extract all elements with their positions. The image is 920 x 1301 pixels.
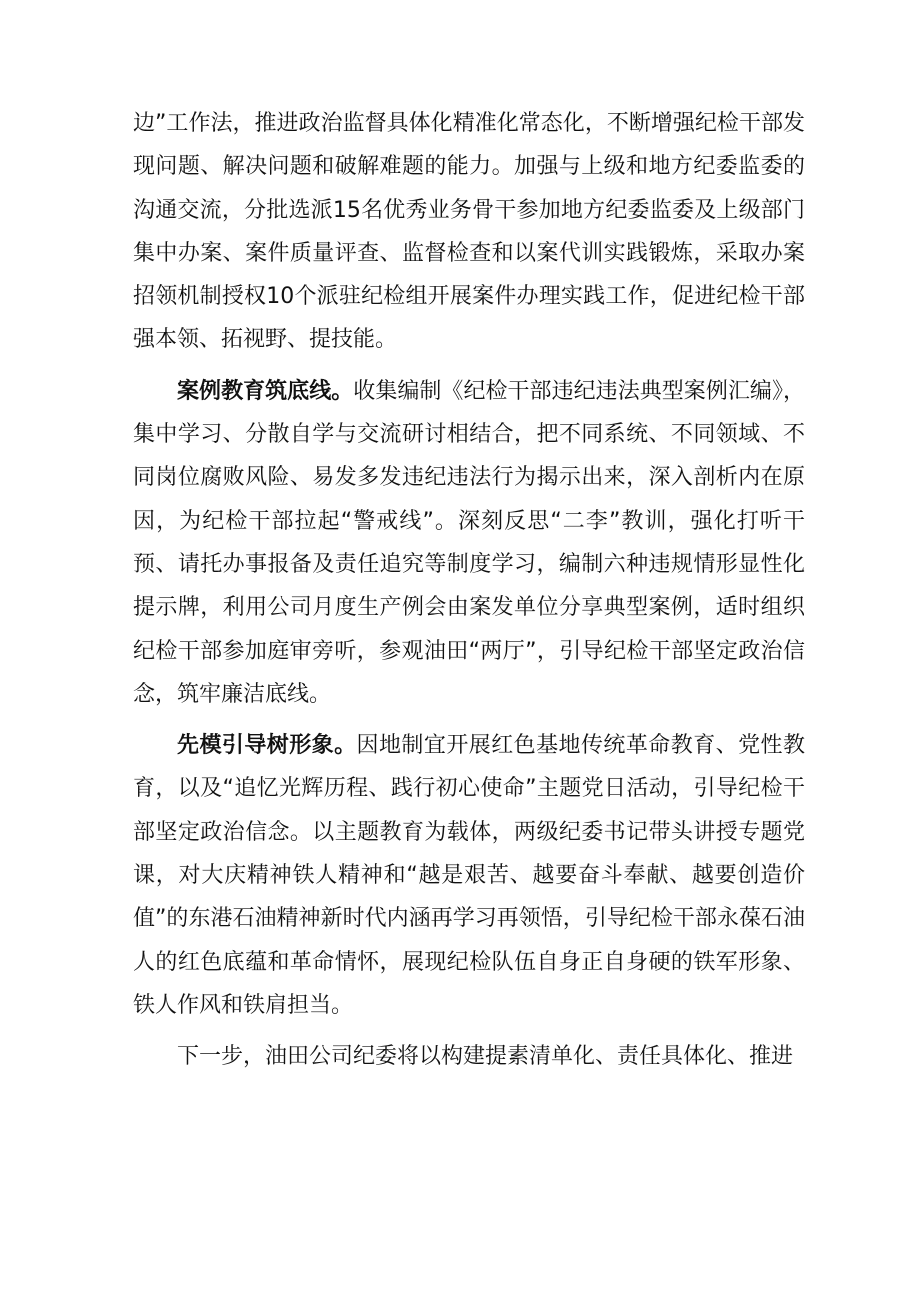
- paragraph-next-step: [133, 1035, 805, 1078]
- paragraph-model-guidance-heading: 先模引导树形象。: [177, 733, 357, 759]
- paragraph-model-guidance-text: 因地制宜开展红色基地传统革命教育、党性教育，以及“追忆光辉历程、践行初心使命”主题党日活动，引导纪检干部坚定政治信念。以主题教育为载体，两级纪委书记带头讲授专题党课，对大庆精神铁人精神和“越是艰苦、越要奋斗奉献、越要创造价值”的东港石油精神新时代内涵再学习再领悟，引导纪检干部永葆石油人的红色底蕴和革命情怀，展现纪检队伍自身正自身硬的铁军形象、铁人作风和铁肩担当。: [133, 733, 805, 1018]
- document-body: [133, 102, 805, 1087]
- paragraph-1: [133, 102, 805, 362]
- paragraph-case-education-text: 收集编制《纪检干部违纪违法典型案例汇编》，集中学习、分散自学与交流研讨相结合，把不同系统、不同领域、不同岗位腐败风险、易发多发违纪违法行为揭示出来，深入剖析内在原因，为纪检干部拉起“警戒线”。深刻反思“二李”教训，强化打听干预、请托办事报备及责任追究等制度学习，编制六种违规情形显性化提示牌，利用公司月度生产例会由案发单位分享典型案例，适时组织纪检干部参加庭审旁听，参观油田“两厅”，引导纪检干部坚定政治信念，筑牢廉洁底线。: [133, 378, 805, 707]
- paragraph-case-education-heading: 案例教育筑底线。: [177, 378, 354, 404]
- paragraph-case-education: [133, 370, 805, 716]
- paragraph-1-text: 边”工作法，推进政治监督具体化精准化常态化，不断增强纪检干部发现问题、解决问题和破解难题的能力。加强与上级和地方纪委监委的沟通交流，分批选派15名优秀业务骨干参加地方纪委监委及上级部门集中办案、案件质量评查、监督检查和以案代训实践锻炼，采取办案招领机制授权10个派驻纪检组开展案件办理实践工作，促进纪检干部强本领、拓视野、提技能。: [133, 111, 805, 353]
- paragraph-model-guidance: [133, 724, 805, 1027]
- paragraph-next-step-text: 下一步，油田公司纪委将以构建提素清单化、责任具体化、推进: [177, 1044, 794, 1070]
